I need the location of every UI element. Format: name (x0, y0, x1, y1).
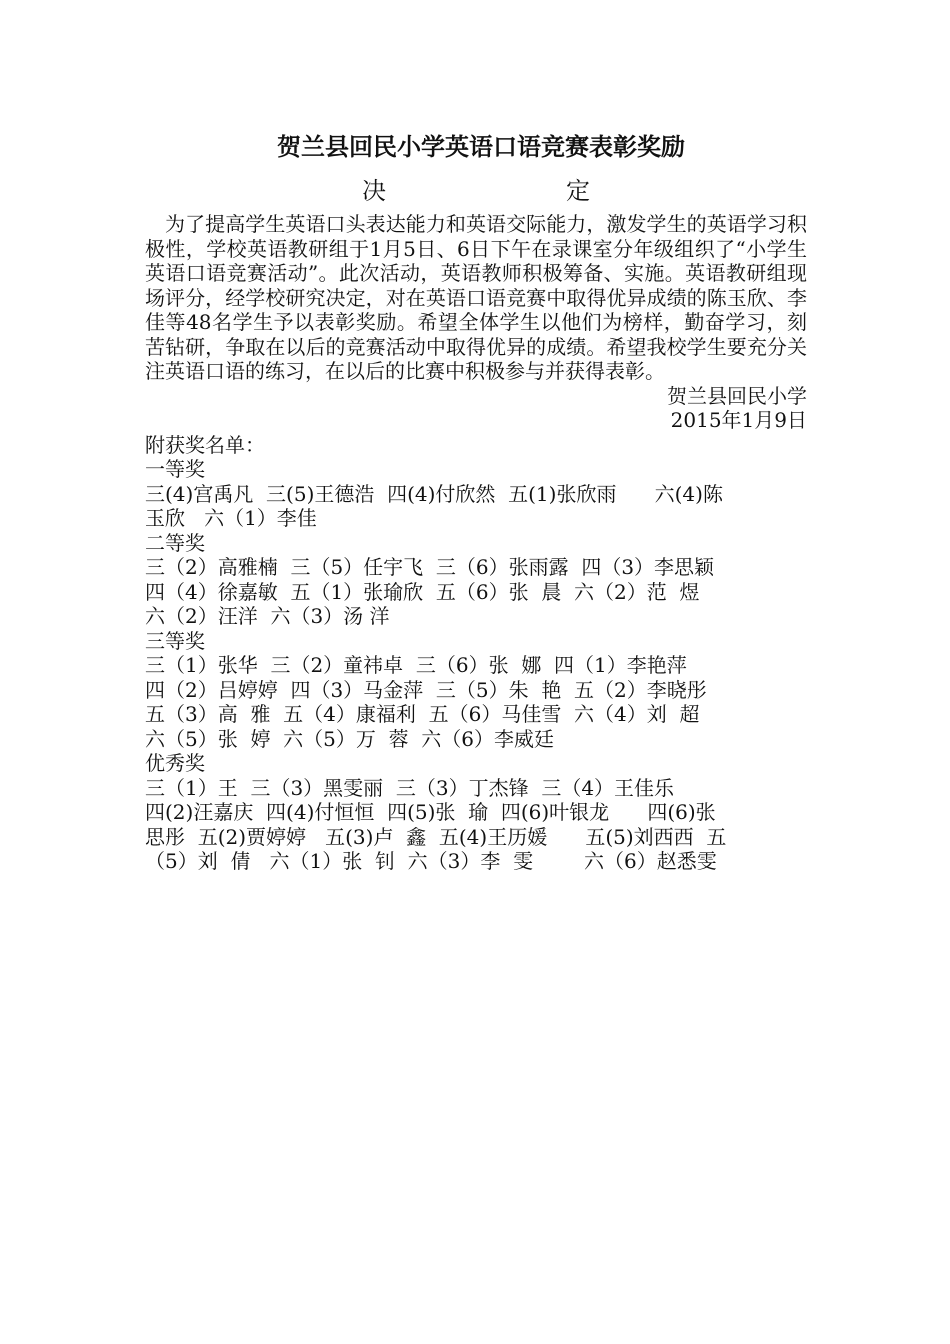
award-line: 三(4)宫禹凡 三(5)王德浩 四(4)付欣然 五(1)张欣雨 六(4)陈 (145, 481, 723, 506)
award-line: 玉欣 六（1）李佳 (145, 506, 317, 530)
excellence-prize-section (145, 751, 807, 874)
list-heading: 附获奖名单： (145, 432, 265, 457)
award-line: 三（1）张华 三（2）童祎卓 三（6）张 娜 四（1）李艳萍 (145, 653, 687, 677)
second-prize-section (145, 531, 807, 629)
third-prize-section (145, 629, 807, 752)
award-line: （5）刘 倩 六（1）张 钊 六（3）李 雯 六（6）赵悉雯 (145, 849, 717, 873)
award-line: 思彤 五(2)贾婷婷 五(3)卢 鑫 五(4)王历媛 五(5)刘西西 五 (145, 824, 727, 849)
award-line: 六（5）张 婷 六（5）万 蓉 六（6）李威廷 (145, 726, 555, 751)
award-line: 四(2)汪嘉庆 四(4)付恒恒 四(5)张 瑜 四(6)叶银龙 四(6)张 (145, 800, 716, 824)
award-line: 三（1）王 三（3）黑雯丽 三（3）丁杰锋 三（4）王佳乐 (145, 775, 675, 800)
award-line: 三（2）高雅楠 三（5）任宇飞 三（6）张雨露 四（3）李思颖 (145, 555, 715, 579)
award-line: 四（2）吕婷婷 四（3）马金萍 三（5）朱 艳 五（2）李晓彤 (145, 677, 707, 702)
award-line: 四（4）徐嘉敏 五（1）张瑜欣 五（6）张 晨 六（2）范 煜 (145, 579, 700, 604)
third-prize-heading: 三等奖 (145, 628, 205, 653)
excellence-prize-heading: 优秀奖 (145, 751, 205, 775)
signature: 贺兰县回民小学 (667, 383, 807, 408)
document-title: 贺兰县回民小学英语口语竞赛表彰奖励 (277, 132, 685, 161)
body-paragraph: 为了提高学生英语口头表达能力和英语交际能力，激发学生的英语学习积极性，学校英语教研组于1月5日、6日下午在录课室分年级组织了“小学生英语口语竞赛活动”。此次活动，英语教师积极筹备、实施。英语教研组现场评分，经学校研究决定，对在英语口语竞赛中取得优异成绩的陈玉欣、李佳等48名学生予以表彰奖励。希望全体学生以他们为榜样，勤奋学习，刻苦钻研，争取在以后的竞赛活动中取得优异的成绩。希望我校学生要充分关注英语口语的练习，在以后的比赛中积极参与并获得表彰。 (145, 212, 807, 383)
document-page (145, 130, 807, 874)
subtitle-right: 定 (566, 177, 590, 205)
second-prize-heading: 二等奖 (145, 530, 205, 555)
subtitle-left: 决 (362, 177, 386, 205)
award-line: 六（2）汪洋 六（3）汤 洋 (145, 604, 390, 628)
document-subtitle (145, 174, 807, 208)
date: 2015年1月9日 (670, 408, 807, 432)
first-prize-heading: 一等奖 (145, 457, 205, 481)
award-line: 五（3）高 雅 五（4）康福利 五（6）马佳雪 六（4）刘 超 (145, 702, 700, 726)
first-prize-section (145, 457, 807, 531)
